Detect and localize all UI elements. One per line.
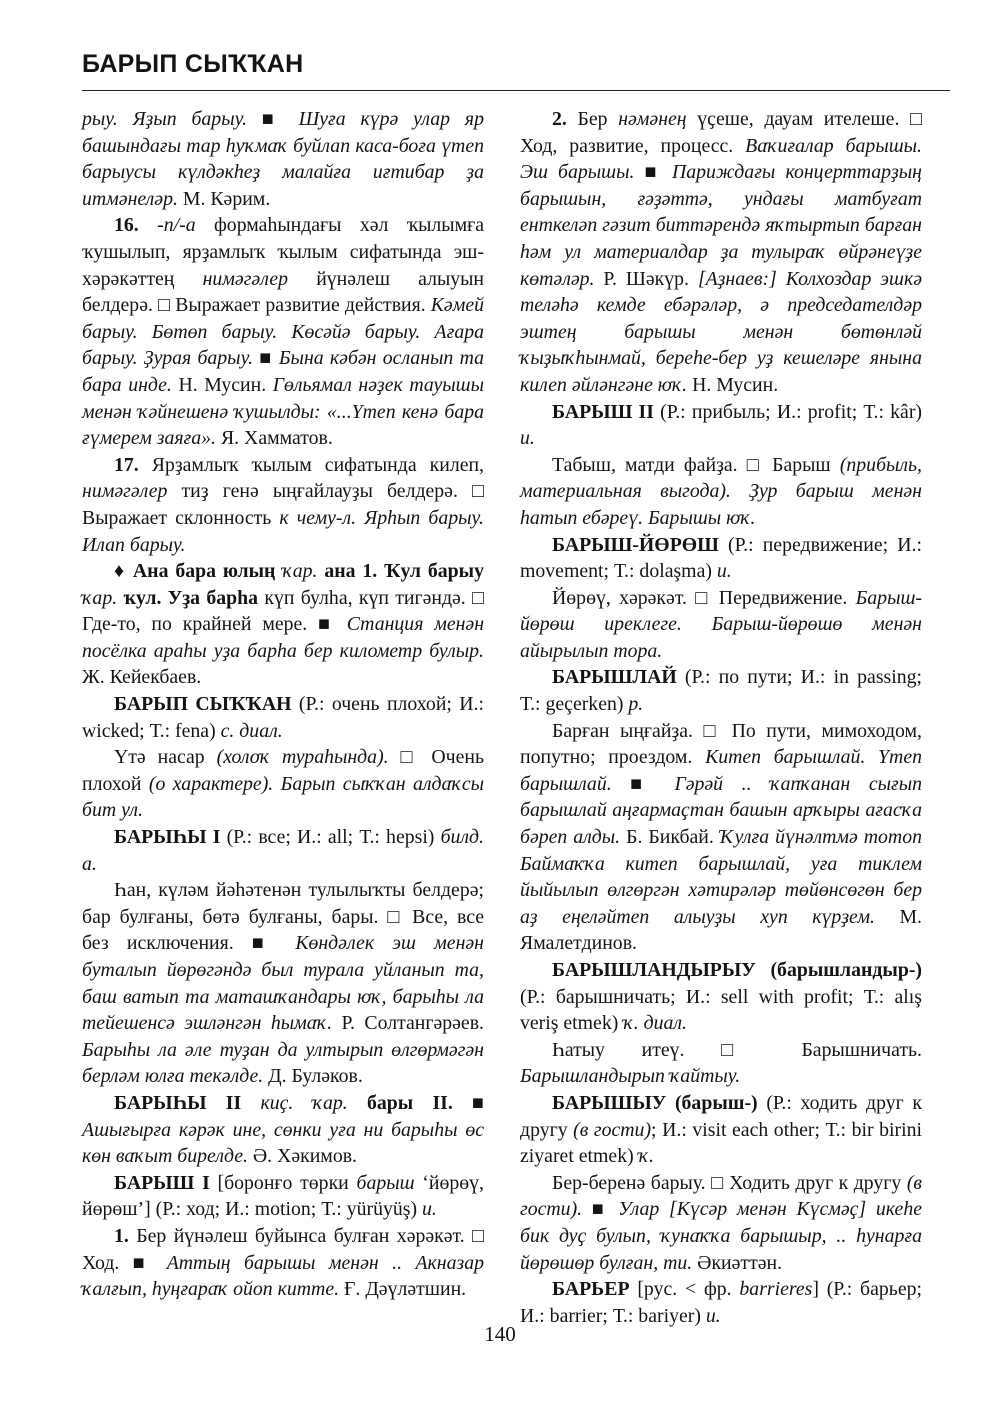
italic-text: (прибыль, материальная выгода). Ҙур барыш менән һатып ебәреү. Барышы юҡ. [520,453,922,529]
italic-text: киҫ. ҡар. [241,1091,348,1114]
italic-text: Ҡулға йүнәлтмә тотоп Баймаҡҡа китеп барышлай, уға тиклем йыйылып өлгөргән хәтирәләр төйөнсөгөн бер аҙ еңеләйтеп алыуҙы хуп күрҙем. [520,826,922,928]
text-run: формаһындағы хәл ҡылымға ҡушылып, ярҙамлыҡ ҡылым сифатында эш-хәрәкәттең [82,214,484,290]
entry-paragraph [82,1090,484,1170]
bold-text: 1. [114,1224,129,1247]
entry-paragraph [520,106,922,399]
entry-paragraph [520,957,922,1037]
italic-text: рыу. Яҙып барыу. ■ Шуға күрә улар яр башындағы тар һуҡмаҡ буйлап каса-боға үтеп барыусы күлдәкһеҙ малайға иғтибар ҙа итмәнеләр. [82,108,484,210]
bold-text: БАРЬЕР [552,1278,630,1301]
italic-text: и. [705,1304,721,1327]
italic-text: ҡ. [638,1145,655,1168]
text-run: М. Кәрим. [177,187,271,210]
italic-text: Ашығырға кәрәк ине, сөнки уға ни барыһы өс көн ваҡыт бирелде. [82,1118,484,1168]
italic-text: (в гости). ■ Улар [Күсәр менән Күсмәҫ] икеһе бик дуҫ булып, ҡунаҡҡа барышыр, .. һунарға йөрөшөр булған, ти. [520,1171,922,1274]
text-run: ; И.: visit each other; Т.: bir birini ziyaret etmek) [520,1118,922,1168]
italic-text: (о характере). Барып сыҡҡан алдаҡсы бит ул. [82,772,484,822]
bold-text: бары II. ■ [347,1091,484,1114]
text-run: йүнәлеш алыуын белдерә. □ Выражает развитие действия. [82,267,484,317]
entry-paragraph [82,1170,484,1223]
text-run: Әкиәттән. [692,1251,783,1274]
text-run: Я. Хамматов. [216,427,333,450]
text-run: [боронғо төрки [209,1171,357,1194]
text-run: Н. Мусин. [687,373,779,396]
italic-text: Барыһы ла әле туҙан да ултырып өлгөрмәгән берләм юлға текәлде. [82,1038,484,1088]
italic-text: ҡар. [275,560,318,583]
italic-text: Көндәлек эш менән буталып йөрөгәндә был турала уйланып та, баш ватып та маташҡандары юҡ, барыһы ла тейешенсә эшләнгән һымаҡ. [82,932,484,1035]
continued-paragraph [82,106,484,212]
text-run: (Р.: барышничать; И.: sell with profit; Т.: alış veriş etmek) [520,985,922,1035]
entry-paragraph [520,585,922,665]
text-run: ] (Р.: барьер; И.: barrier; Т.: bariyer) [520,1278,922,1327]
bold-text: 16. [114,214,139,237]
entry-paragraph [520,399,922,452]
italic-text: билд. а. [82,826,484,875]
italic-text: barrieres [739,1278,813,1301]
entry-paragraph [82,744,484,824]
entry-paragraph [520,452,922,532]
text-run: Н. Мусин. [171,373,273,396]
text-run: Ж. Кейекбаев. [82,666,202,689]
italic-text: Гөльямал нәҙек тауышы менән ҡәйнешенә ҡушылды: «...Үтеп кенә бара ғүмерем заяға». [82,373,484,450]
italic-text: Аттың барышы менән .. Акназар ҡалғып, һуңғараҡ ойоп китте. [82,1251,484,1301]
italic-text: (в гости) [573,1118,652,1141]
italic-text: и. [520,427,535,450]
bold-text: БАРЫШЛАНДЫРЫУ (барышландыр-) [552,959,922,981]
bold-text: 2. [552,108,567,130]
italic-text: с. диал. [220,719,283,742]
text-run: Р. Солтангәрәев. [332,1012,484,1035]
italic-text: Барышландырып ҡайтыу. [520,1065,741,1088]
bold-text: ана 1. Ҡул барыу [317,560,484,583]
italic-text: и. [716,560,732,583]
bold-text: БАРЫП СЫҠҠАН [114,693,292,716]
italic-text: нәмәнең [618,108,687,130]
text-run: Д. Буләков. [263,1065,363,1088]
text-run: Ярҙамлыҡ ҡылым сифатында килеп, [138,453,484,476]
bold-text: БАРЫШ I [114,1171,210,1194]
bold-text: БАРЫҺЫ II [114,1091,242,1114]
bold-text: 17. [114,453,139,476]
italic-text: нимәгәлер [202,267,288,290]
text-run: Ғ. Дәүләтшин. [339,1278,467,1301]
text-run: (Р.: передвижение; И.: movement; Т.: dolaşma) [520,533,922,583]
text-run: Р. Шәкүр. [594,267,698,290]
header-rule [82,90,950,91]
italic-text: Станция менән посёлка араһы уҙа барһа бер километр булыр. [82,613,485,662]
italic-text: Ваҡиғалар барышы. Эш барышы. ■ Париждағы концерттарҙың барышын, ғәҙәттә, ундағы матбуғат енткеләп гәзит биттәрендә яҡтыртып барған һәм ул материалдар ҙа тулыраҡ өйрәнеүҙе көтәләр. [520,134,922,290]
text-run: (Р.: очень плохой; И.: wicked; Т.: fena) [82,693,485,742]
italic-text: р. [628,693,644,716]
italic-text: к чему-л. Ярһып барыу. Илап барыу. [82,506,484,556]
entry-paragraph [520,664,922,717]
bold-text: БАРЫШ-ЙӨРӨШ [552,533,719,556]
text-run: күп булһа, күп тигәндә. □ Где-то, по крайней мере. ■ [82,586,484,636]
bold-text: ҡул. Уҙа барһа [117,586,259,609]
text-run: Табыш, матди файҙа. □ Барыш [552,453,840,476]
italic-text: Барыш-йөрөш иреклеге. Барыш-йөрөшө менән айырылып тора. [520,586,922,662]
text-run: (Р.: по пути; И.: in passing; Т.: geçerken) [520,666,922,716]
text-run: Һатыу итеү. □ Барышничать. [552,1038,922,1061]
italic-text: барыш [356,1171,415,1194]
text-run: (Р.: прибыль; И.: profit; Т.: kâr) [653,400,922,423]
text-run: Барған ыңғайҙа. □ По пути, мимоходом, попутно; проездом. [520,719,922,769]
italic-text: Китеп барышлай. Үтеп барышлай. ■ Гәрәй .. ҡапҡанан сығып барышлай аңғармаҫтан башын арҡыры ағасҡа бәреп алды. [520,746,923,849]
text-run: (Р.: все; И.: all; Т.: hepsi) [220,826,441,849]
right-column [520,106,922,1329]
text-run: М. Ямалетдинов. [520,905,922,955]
entry-paragraph [82,558,484,691]
italic-text: ҡ. диал. [623,1012,687,1035]
bold-text: БАРЫШЫУ (барыш-) [552,1091,758,1114]
entry-paragraph [520,718,922,957]
text-run: ‘йөрөү, йөрөш’] (Р.: ход; И.: motion; Т.: yürüyüş) [82,1171,484,1221]
text-run: Бер [566,108,619,130]
running-head-title: БАРЫП СЫҠҠАН [82,50,304,78]
entry-paragraph [82,691,484,744]
entry-paragraph [82,452,484,558]
italic-text: нимәгәлер [82,480,168,503]
bold-text: БАРЫШ II [552,400,654,423]
text-run: (Р.: ходить друг к другу [520,1091,922,1141]
left-column [82,106,484,1303]
text-run: Бер-беренә барыу. □ Ходить друг к другу [552,1171,907,1194]
bold-text: ♦ Ана бара юлың [114,560,276,583]
entry-paragraph [520,1037,922,1090]
italic-text: [Аҙнаев:] Колхоздар эшкә теләһә кемде ебәрәләр, ә председателдәр эштең барышы менән бөтөнләй ҡыҙыҡһынмай, береһе-бер уҙ кешеләре янына килеп әйләнгәне юҡ. [520,267,922,396]
text-run [139,214,157,236]
italic-text: (холоҡ тураһында). [216,746,389,769]
text-run: Б. Бикбай. [620,826,720,849]
entry-paragraph [82,212,484,451]
page-number: 140 [484,1322,516,1346]
italic-text: Кәмей барыу. Бөтөп барыу. Көсәйә барыу. Ағара барыу. Ҙурая барыу. ■ Бына кәбән осланып та бара инде. [82,294,484,396]
entry-paragraph [520,1090,922,1170]
entry-paragraph [82,877,484,1090]
entry-paragraph [82,824,484,877]
text-run: □ Очень плохой [82,746,484,795]
entry-paragraph [520,1170,922,1276]
italic-text: и. [422,1198,437,1221]
text-run: үҫеше, дауам ителеше. □ Ход, развитие, процесс. [520,108,922,157]
running-header [82,50,950,79]
bold-text: БАРЫҺЫ I [114,826,221,849]
bold-text: БАРЫШЛАЙ [552,666,677,689]
italic-text: ҡар. [82,586,118,609]
entry-paragraph [82,1223,484,1303]
text-run: Бер йүнәлеш буйынса булған хәрәкәт. □ Ход. ■ [82,1224,484,1274]
entry-paragraph [520,532,922,585]
text-run: [рус. < фр. [629,1278,740,1301]
text-run: Йөрөү, хәрәкәт. □ Передвижение. [552,586,856,609]
text-run: тиҙ генә ыңғайлауҙы белдерә. □ Выражает склонность [82,480,484,529]
text-run: Ә. Хәкимов. [247,1145,357,1168]
text-run: Үтә насар [114,746,217,769]
italic-text: -п/-а [157,214,196,237]
text-run: Һан, күләм йәһәтенән тулылыҡты белдерә; бар булғаны, бөтә булғаны, бары. □ Все, все без исключения. ■ [82,879,484,955]
